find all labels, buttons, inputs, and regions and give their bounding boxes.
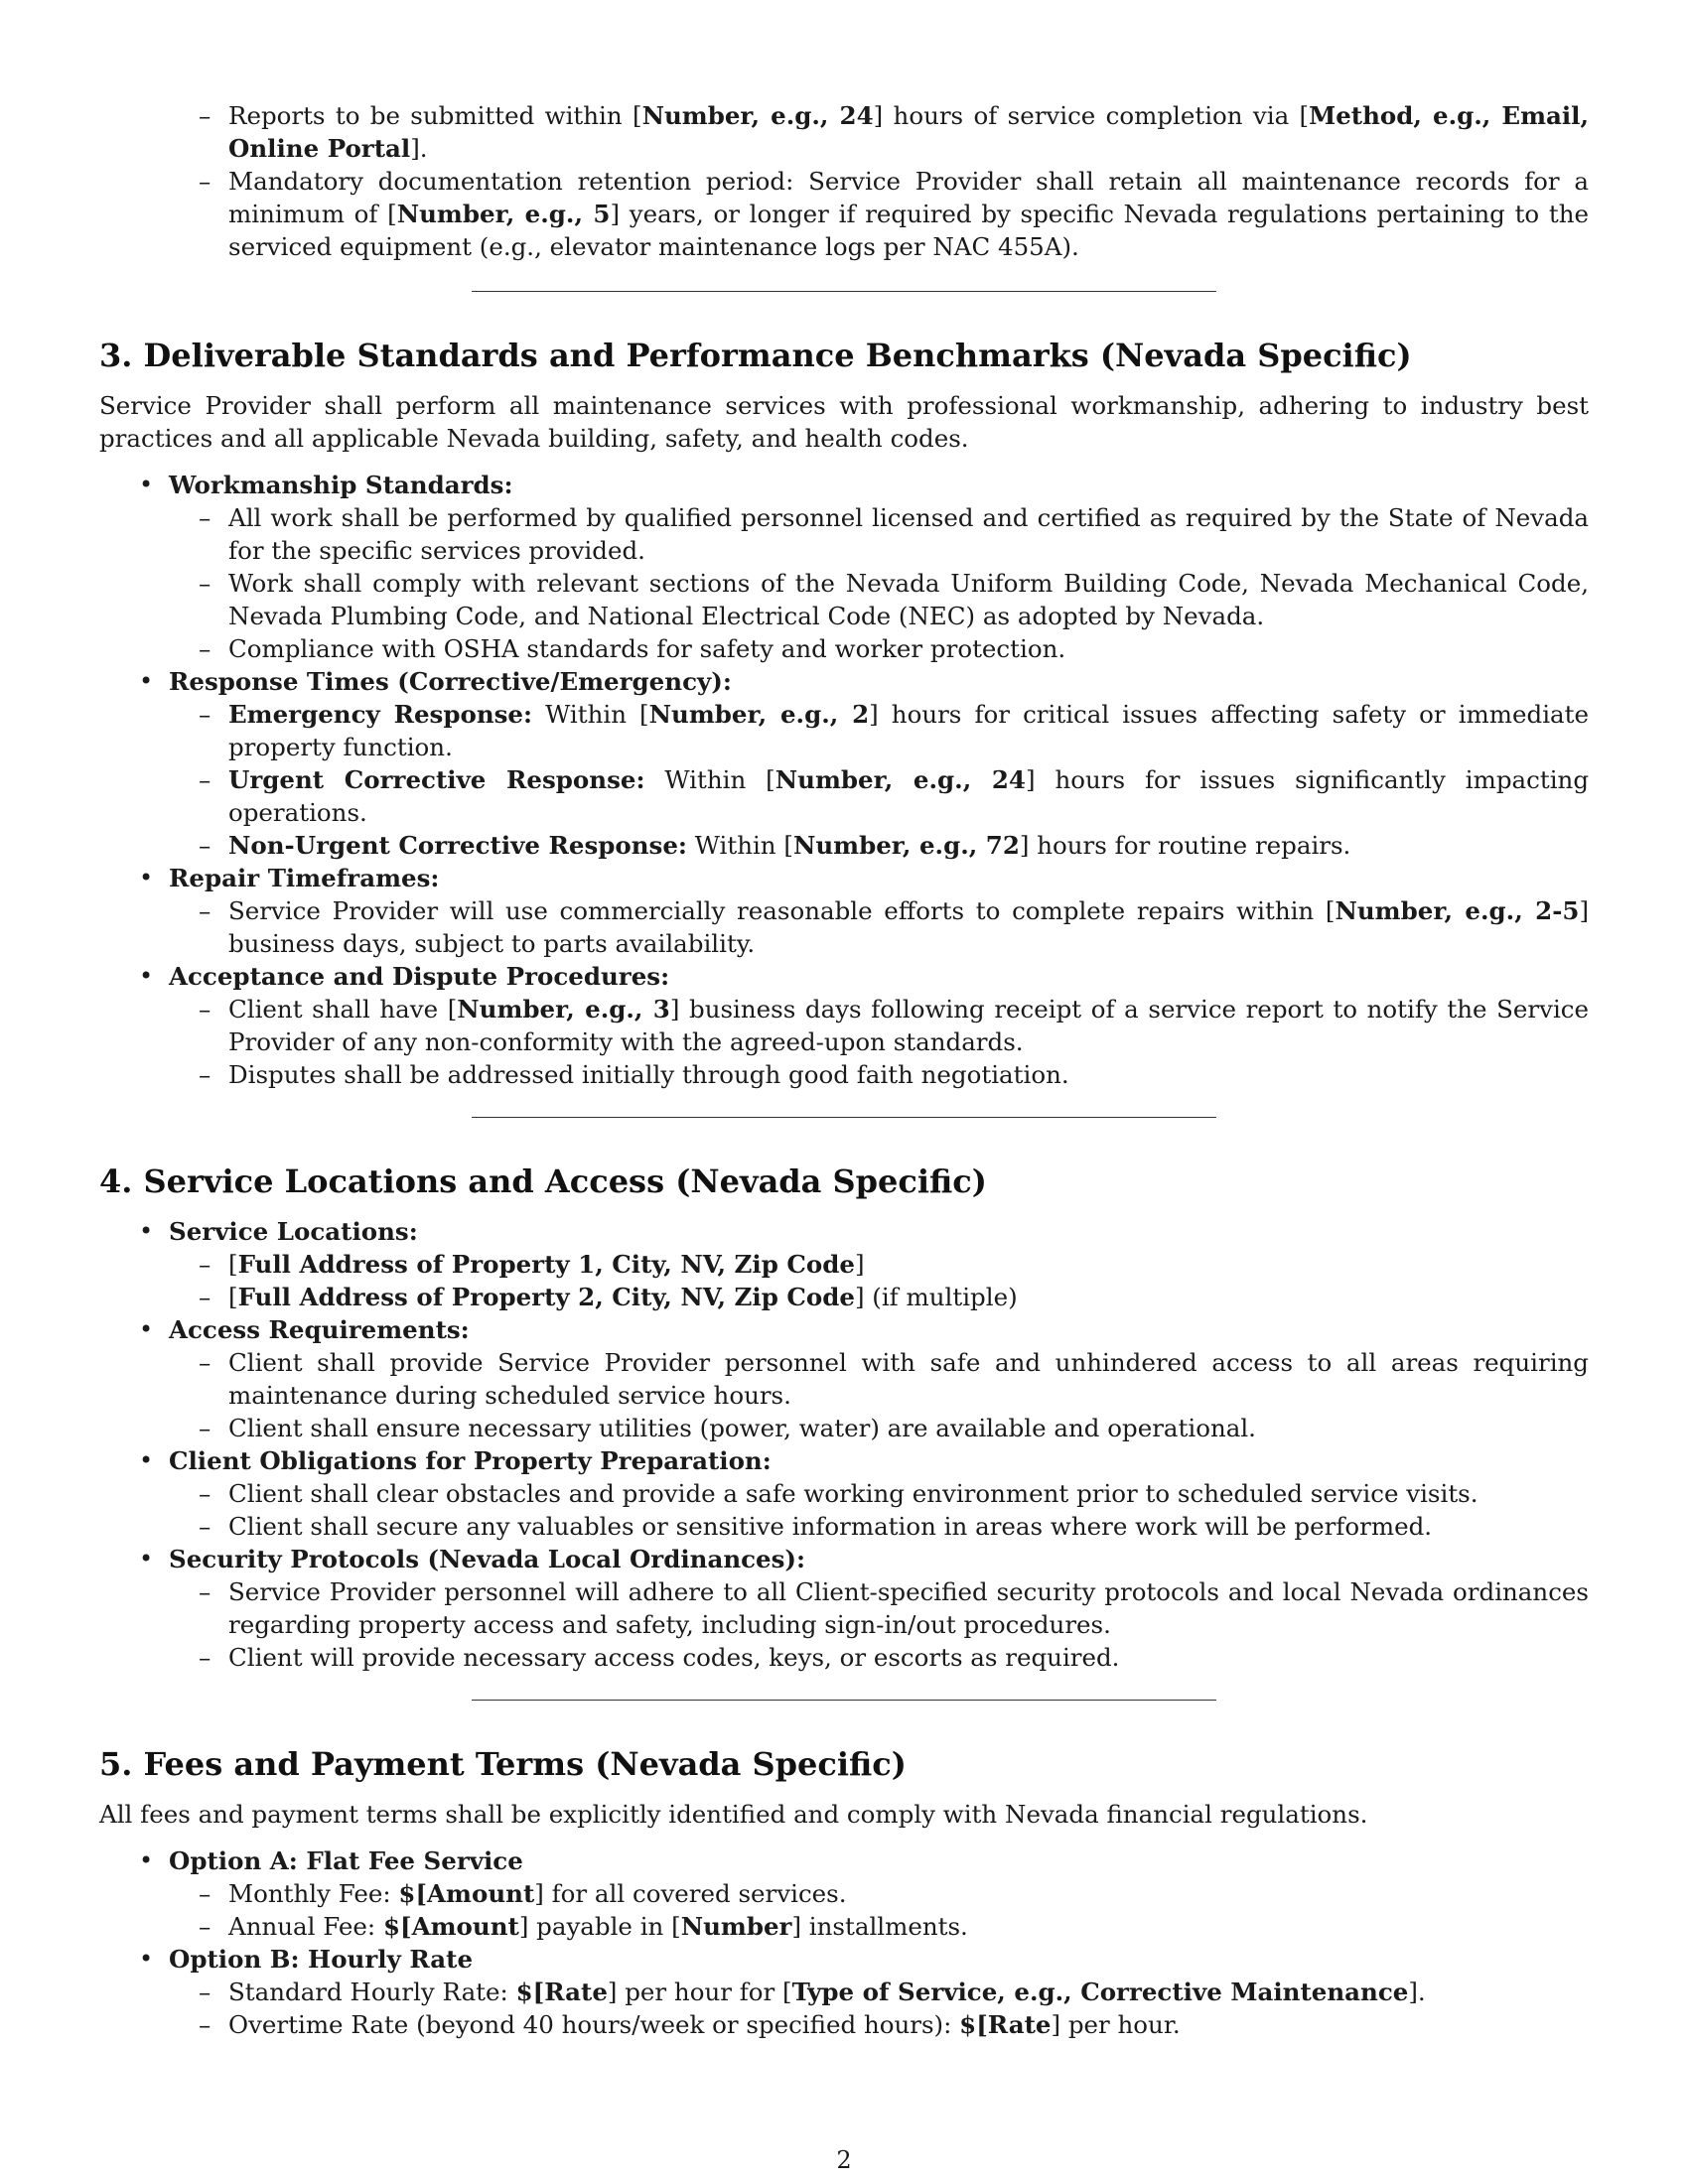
sub-list-item <box>99 501 1589 567</box>
text-run: Mandatory documentation retention period: Service Provider shall retain all maintenance records for a minimum of [ <box>228 167 1589 228</box>
bullet-label: Option B: Hourly Rate <box>169 1945 474 1974</box>
bullet-item <box>99 960 1589 993</box>
sub-list-item <box>99 1346 1589 1412</box>
sub-list <box>99 1877 1589 1943</box>
section-heading-3: 3. Deliverable Standards and Performance Benchmarks (Nevada Specific) <box>99 337 1412 374</box>
text-run: Overtime Rate (beyond 40 hours/week or specified hours): <box>228 2010 960 2039</box>
sub-list-item <box>99 1281 1589 1313</box>
bullet-label: Repair Timeframes: <box>169 864 440 892</box>
bullet-label: Access Requirements: <box>169 1315 470 1344</box>
bullet-item <box>99 1444 1589 1477</box>
text-run: ] business days, subject to parts availability. <box>228 896 1589 958</box>
sub-list <box>99 1346 1589 1444</box>
bullet-item <box>99 1844 1589 1877</box>
section-intro-3: Service Provider shall perform all maintenance services with professional workmanship, adhering to industry best practices and all applicable Nevada building, safety, and health codes. <box>99 391 1589 453</box>
bullet-item <box>99 1215 1589 1248</box>
sub-list-item <box>99 698 1589 763</box>
text-run: Client shall secure any valuables or sensitive information in areas where work will be performed. <box>228 1512 1433 1541</box>
list-item <box>99 165 1589 263</box>
bold-text: Method, e.g., Email, Online Portal <box>228 101 1590 163</box>
bold-text: Type of Service, e.g., Corrective Maintenance <box>791 1978 1409 2006</box>
text-run: Service Provider personnel will adhere to all Client-specified security protocols and local Nevada ordinances regarding property access and safety, including sign-in/out procedures. <box>228 1577 1589 1639</box>
sub-list-item <box>99 632 1589 665</box>
bold-text: $[ <box>398 1879 428 1908</box>
bold-text: Non-Urgent Corrective Response: <box>228 831 687 860</box>
text-run: ] per hour for [ <box>607 1978 792 2006</box>
text-run: Annual Fee: <box>228 1912 383 1941</box>
bullet-label: Security Protocols (Nevada Local Ordinances): <box>169 1545 806 1573</box>
sub-list-item <box>99 1510 1589 1543</box>
text-run: Client shall provide Service Provider personnel with safe and unhindered access to all areas requiring maintenance during scheduled service hours. <box>228 1348 1589 1410</box>
continued-list <box>99 99 1589 263</box>
text-run: ] payable in [ <box>518 1912 681 1941</box>
text-run: ] (if multiple) <box>854 1283 1018 1311</box>
bold-text: Number, e.g., 72 <box>792 831 1020 860</box>
text-run: [ <box>228 1283 238 1311</box>
text-run: ] hours for issues significantly impacting operations. <box>228 765 1589 827</box>
text-run: ] hours for critical issues affecting safety or immediate property function. <box>228 700 1589 761</box>
text-run: Within [ <box>532 700 649 729</box>
sub-list <box>99 1575 1589 1674</box>
bullet-item <box>99 1943 1589 1976</box>
text-run: Client shall have [ <box>228 995 458 1024</box>
section-intro-5: All fees and payment terms shall be explicitly identified and comply with Nevada financial regulations. <box>99 1800 1368 1829</box>
bold-text: Emergency Response: <box>228 700 533 729</box>
sub-list <box>99 1477 1589 1543</box>
bold-text: Number <box>680 1912 792 1941</box>
text-run: ]. <box>1408 1978 1426 2006</box>
text-run: Monthly Fee: <box>228 1879 399 1908</box>
bold-text: Urgent Corrective Response: <box>228 765 645 794</box>
section-heading-5: 5. Fees and Payment Terms (Nevada Specific) <box>99 1745 907 1783</box>
text-run: Service Provider will use commercially reasonable efforts to complete repairs within [ <box>228 896 1336 925</box>
text-run: ] for all covered services. <box>534 1879 847 1908</box>
bullet-label: Acceptance and Dispute Procedures: <box>169 962 670 991</box>
text-run: Work shall comply with relevant sections of the Nevada Uniform Building Code, Nevada Mechanical Code, Nevada Plumbing Code, and National Electrical Code (NEC) as adopted by Nevada. <box>228 569 1589 630</box>
bold-text: $[ <box>515 1978 545 2006</box>
bold-text: Number, e.g., 24 <box>774 765 1026 794</box>
text-run: ] business days following receipt of a service report to notify the Service Provider of any non-conformity with the agreed-upon standards. <box>228 995 1590 1056</box>
bold-text: Amount <box>411 1912 519 1941</box>
bullet-label: Option A: Flat Fee Service <box>169 1846 523 1875</box>
bullet-item <box>99 862 1589 894</box>
sub-list-item <box>99 567 1589 632</box>
text-run: Client will provide necessary access codes, keys, or escorts as required. <box>228 1643 1120 1672</box>
section-3-list <box>99 469 1589 1091</box>
bold-text: Number, e.g., 2-5 <box>1335 896 1580 925</box>
sub-list-item <box>99 1477 1589 1510</box>
text-run: ] years, or longer if required by specific Nevada regulations pertaining to the serviced equipment (e.g., elevator maintenance logs per NAC 455A). <box>228 200 1589 261</box>
sub-list-item <box>99 1976 1589 2008</box>
text-run: ] installments. <box>791 1912 968 1941</box>
bullet-item <box>99 469 1589 501</box>
bold-text: Full Address of Property 1, City, NV, Zip Code <box>237 1250 855 1279</box>
sub-list-item <box>99 1641 1589 1674</box>
sub-list-item <box>99 1910 1589 1943</box>
bold-text: Full Address of Property 2, City, NV, Zip Code <box>237 1283 855 1311</box>
sub-list-item <box>99 763 1589 829</box>
bold-text: Rate <box>987 2010 1052 2039</box>
bullet-label: Service Locations: <box>169 1217 418 1246</box>
section-heading-4: 4. Service Locations and Access (Nevada Specific) <box>99 1162 987 1200</box>
sub-list <box>99 501 1589 665</box>
sub-list-item <box>99 1412 1589 1444</box>
page-number: 2 <box>836 2146 852 2174</box>
bold-text: $[ <box>382 1912 412 1941</box>
sub-list <box>99 698 1589 862</box>
bold-text: Amount <box>427 1879 535 1908</box>
bullet-item <box>99 1543 1589 1575</box>
sub-list-item <box>99 894 1589 960</box>
text-run: Reports to be submitted within [ <box>228 101 642 130</box>
bold-text: Number, e.g., 3 <box>457 995 670 1024</box>
bold-text: Number, e.g., 2 <box>648 700 870 729</box>
bold-text: Number, e.g., 24 <box>641 101 874 130</box>
section-4-list <box>99 1215 1589 1674</box>
sub-list-item <box>99 1058 1589 1091</box>
sub-list-item <box>99 829 1589 862</box>
bullet-label: Response Times (Corrective/Emergency): <box>169 667 732 696</box>
text-run: [ <box>228 1250 238 1279</box>
text-run: Within [ <box>644 765 775 794</box>
sub-list-item <box>99 993 1589 1058</box>
sub-list <box>99 1976 1589 2041</box>
text-run: ]. <box>410 134 428 163</box>
sub-list-item <box>99 2008 1589 2041</box>
text-run: Compliance with OSHA standards for safety and worker protection. <box>228 634 1066 663</box>
sub-list-item <box>99 1877 1589 1910</box>
document-page <box>99 99 1589 2041</box>
sub-list-item <box>99 1248 1589 1281</box>
bullet-label: Workmanship Standards: <box>169 471 513 499</box>
bold-text: Rate <box>544 1978 608 2006</box>
bullet-item <box>99 1313 1589 1346</box>
sub-list <box>99 894 1589 960</box>
text-run: Client shall clear obstacles and provide a safe working environment prior to scheduled service visits. <box>228 1479 1478 1508</box>
bold-text: Number, e.g., 5 <box>396 200 611 228</box>
sub-list <box>99 993 1589 1091</box>
text-run: ] <box>854 1250 865 1279</box>
bold-text: $[ <box>959 2010 988 2039</box>
text-run: ] hours for routine repairs. <box>1019 831 1351 860</box>
list-item <box>99 99 1589 165</box>
sub-list <box>99 1248 1589 1313</box>
sub-list-item <box>99 1575 1589 1641</box>
bullet-label: Client Obligations for Property Preparation: <box>169 1446 772 1475</box>
text-run: ] hours of service completion via [ <box>873 101 1310 130</box>
bullet-item <box>99 665 1589 698</box>
text-run: All work shall be performed by qualified personnel licensed and certified as required by the State of Nevada for the specific services provided. <box>228 503 1589 565</box>
text-run: ] per hour. <box>1051 2010 1181 2039</box>
section-5-list <box>99 1844 1589 2041</box>
text-run: Client shall ensure necessary utilities (power, water) are available and operational. <box>228 1414 1256 1442</box>
text-run: Standard Hourly Rate: <box>228 1978 516 2006</box>
text-run: Within [ <box>686 831 793 860</box>
text-run: Disputes shall be addressed initially through good faith negotiation. <box>228 1060 1069 1089</box>
